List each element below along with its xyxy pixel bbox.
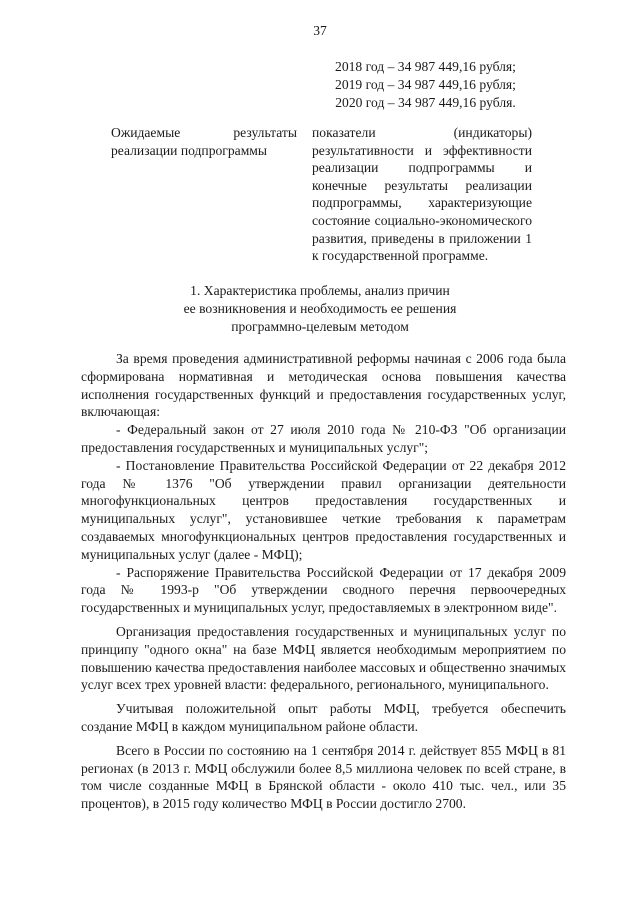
budget-line-2020: 2020 год – 34 987 449,16 рубля. [335, 95, 516, 110]
budget-amounts [318, 58, 533, 112]
paragraph-government-order: - Распоряжение Правительства Российской Федерации от 17 декабря 2009 года № 1993-р "Об утверждении сводного перечня первоочередных государственных и муниципальных услуг, предоставляемых в электронном виде". [81, 564, 566, 616]
paragraph-mfc-statistics: Всего в России по состоянию на 1 сентября 2014 г. действует 855 МФЦ в 81 регионах (в 2013 г. МФЦ обслужили более 8,5 миллиона человек по всей стране, в том числе созданные МФЦ в Брянской области - около 410 тыс. чел., или 35 процентов), в 2015 году количество МФЦ в России достигло 2700. [81, 742, 566, 812]
section-title [100, 282, 540, 336]
section-body [81, 350, 566, 813]
paragraph-government-resolution: - Постановление Правительства Российской Федерации от 22 декабря 2012 года № 1376 "Об утверждении правил организации деятельности многофункциональных центров предоставления государственных и муниципальных услуг", установившее четкие требования к параметрам создаваемых многофункциональных центров предоставления государственных и муниципальных услуг (далее - МФЦ); [81, 457, 566, 562]
budget-line-2018: 2018 год – 34 987 449,16 рубля; [335, 59, 516, 74]
paragraph-federal-law: - Федеральный закон от 27 июля 2010 года № 210-ФЗ "Об организации предоставления государственных и муниципальных услуг"; [81, 422, 566, 455]
expected-results-label: Ожидаемые результаты реализации подпрограммы [111, 125, 297, 158]
section-title-line: ее возникновения и необходимость ее решения [183, 301, 457, 316]
expected-results-value: показатели (индикаторы) результативности и эффективности реализации подпрограммы и конечные результаты реализации подпрограммы, характеризующие состояние социально-экономического развития, приведены в приложении 1 к государственной программе. [312, 125, 532, 264]
paragraph-intro: За время проведения административной реформы начиная с 2006 года была сформирована нормативная и методическая основа повышения качества исполнения государственных функций и предоставления государственных услуг, включающая: [81, 351, 566, 420]
budget-line-2019: 2019 год – 34 987 449,16 рубля; [335, 77, 516, 92]
section-title-line: 1. Характеристика проблемы, анализ причин [190, 283, 450, 298]
section-title-line: программно-целевым методом [231, 319, 409, 334]
paragraph-mfc-experience: Учитывая положительной опыт работы МФЦ, требуется обеспечить создание МФЦ в каждом муниципальном районе области. [81, 701, 566, 734]
page-number: 37 [313, 23, 327, 38]
paragraph-one-window: Организация предоставления государственных и муниципальных услуг по принципу "одного окна" на базе МФЦ является необходимым мероприятием по повышению качества предоставления наиболее массовых и общественно значимых услуг всех трех уровней власти: федерального, регионального, муниципального. [81, 623, 566, 693]
